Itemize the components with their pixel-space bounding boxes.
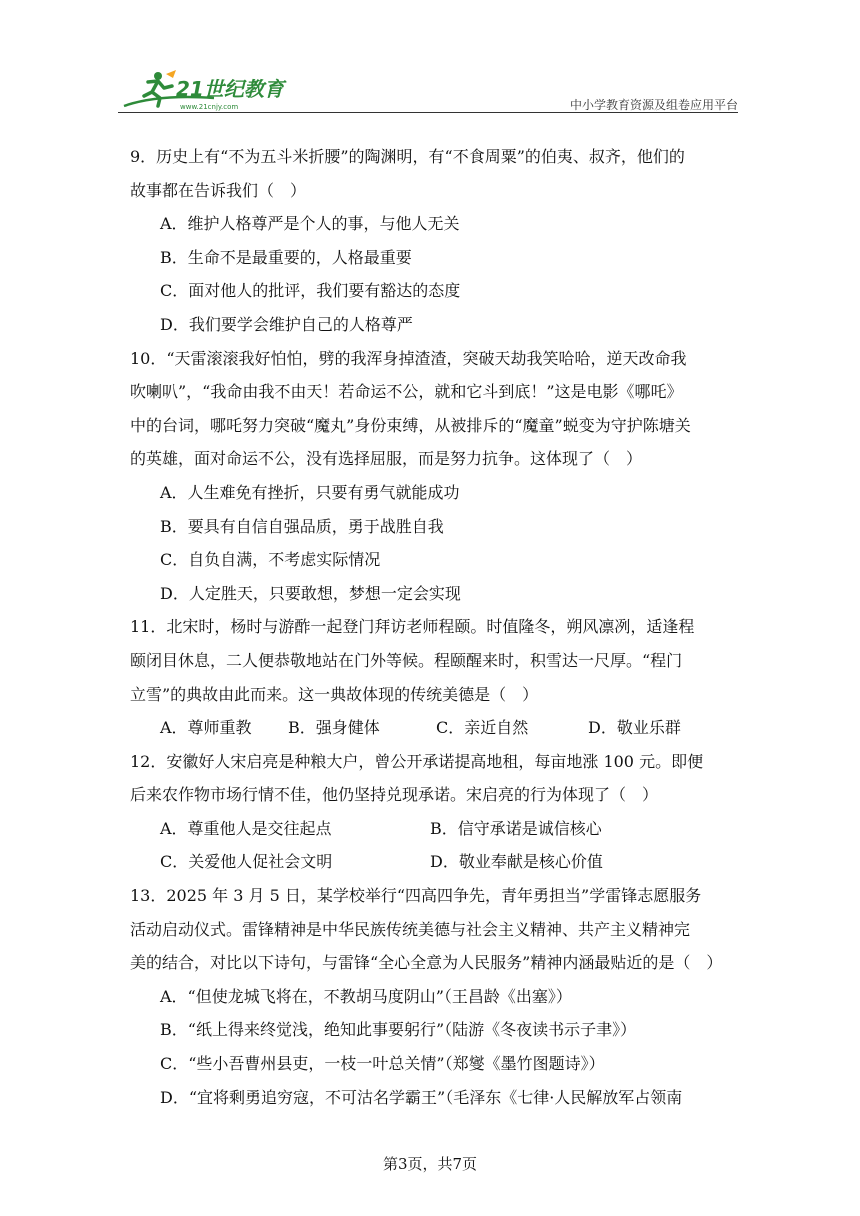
question-10-stem-line: 吹喇叭”，“我命由我不由天！若命运不公，就和它斗到底！”这是电影《哪吒》: [130, 382, 683, 402]
question-12-stem-line: 12．安徽好人宋启亮是种粮大户，曾公开承诺提高地租，每亩地涨 100 元。即便: [130, 751, 704, 771]
question-13-option-b: B．“纸上得来终觉浅，绝知此事要躬行”（陆游《冬夜读书示子聿》）: [160, 1020, 637, 1040]
question-12-stem-line: 后来农作物市场行情不佳，他仍坚持兑现承诺。宋启亮的行为体现了（ ）: [130, 785, 659, 805]
question-13-stem-line: 13．2025 年 3 月 5 日，某学校举行“四高四争先，青年勇担当”学雷锋志愿服务: [130, 886, 702, 906]
question-10-stem-line: 的英雄，面对命运不公，没有选择屈服，而是努力抗争。这体现了（ ）: [130, 449, 643, 469]
question-9-stem-line: 故事都在告诉我们（ ）: [130, 180, 307, 200]
platform-title: 中小学教育资源及组卷应用平台: [569, 98, 738, 112]
question-9-option-b: B．生命不是最重要的，人格最重要: [160, 247, 412, 267]
question-9-option-d: D．我们要学会维护自己的人格尊严: [160, 314, 413, 334]
question-10-option-a: A．人生难免有挫折，只要有勇气就能成功: [160, 482, 460, 502]
question-12-option-d: D．敬业奉献是核心价值: [430, 852, 603, 872]
question-13-option-c: C．“些小吾曹州县吏，一枝一叶总关情”（郑燮《墨竹图题诗》）: [160, 1054, 605, 1074]
question-9-stem-line: 9．历史上有“不为五斗米折腰”的陶渊明，有“不食周粟”的伯夷、叔齐，他们的: [130, 147, 685, 166]
question-10-stem-line: 中的台词，哪吒努力突破“魔丸”身份束缚，从被排斥的“魔童”蜕变为守护陈塘关: [130, 415, 691, 435]
question-12-options-row-1: [130, 812, 740, 846]
question-10-option-c: C．自负自满，不考虑实际情况: [160, 550, 381, 570]
question-13-option-d: D．“宜将剩勇追穷寇，不可沽名学霸王”（毛泽东《七律·人民解放军占领南: [160, 1087, 683, 1107]
question-11-stem-line: 立雪”的典故由此而来。这一典故体现的传统美德是（ ）: [130, 684, 539, 704]
question-11: [130, 610, 740, 744]
page-number: 第3页，共7页: [382, 1155, 478, 1173]
question-12-options-row-2: [130, 845, 740, 879]
question-list: [130, 140, 740, 1114]
question-11-option-b: B．强身健体: [288, 718, 380, 738]
21cnjy-logo: [118, 64, 308, 116]
svg-text:www.21cnjy.com: www.21cnjy.com: [180, 103, 239, 111]
question-10: [130, 342, 740, 611]
question-12-option-c: C．关爱他人促社会文明: [160, 852, 333, 872]
question-11-stem-line: 11．北宋时，杨时与游酢一起登门拜访老师程颐。时值隆冬，朔风凛冽，适逢程: [130, 617, 695, 637]
svg-text:21世纪教育: 21世纪教育: [176, 77, 284, 101]
page-header: [118, 64, 738, 116]
question-13-stem-line: 美的结合，对比以下诗句，与雷锋“全心全意为人民服务”精神内涵最贴近的是（ ）: [130, 953, 723, 973]
question-10-option-b: B．要具有自信自强品质，勇于战胜自我: [160, 516, 444, 536]
question-11-stem-line: 颐闭目休息，二人便恭敬地站在门外等候。程颐醒来时，积雪达一尺厚。“程门: [130, 650, 683, 670]
question-12-option-b: B．信守承诺是诚信核心: [430, 818, 602, 838]
question-12: [130, 745, 740, 879]
question-13: [130, 879, 740, 1114]
question-9-option-a: A．维护人格尊严是个人的事，与他人无关: [160, 214, 460, 234]
question-13-option-a: A．“但使龙城飞将在，不教胡马度阴山”（王昌龄《出塞》）: [160, 986, 572, 1006]
question-9: [130, 140, 740, 342]
question-12-option-a: A．尊重他人是交往起点: [160, 818, 332, 838]
question-11-option-d: D．敬业乐群: [588, 718, 681, 738]
question-10-stem-line: 10．“天雷滚滚我好怕怕，劈的我浑身掉渣渣，突破天劫我笑哈哈，逆天改命我: [130, 348, 687, 368]
question-11-option-a: A．尊师重教: [160, 718, 252, 738]
question-11-option-c: C．亲近自然: [436, 718, 529, 738]
question-9-option-c: C．面对他人的批评，我们要有豁达的态度: [160, 281, 461, 301]
question-10-option-d: D．人定胜天，只要敢想，梦想一定会实现: [160, 583, 461, 603]
question-11-options: [130, 711, 740, 745]
question-13-stem-line: 活动启动仪式。雷锋精神是中华民族传统美德与社会主义精神、共产主义精神完: [130, 919, 691, 939]
header-divider: [118, 112, 738, 113]
